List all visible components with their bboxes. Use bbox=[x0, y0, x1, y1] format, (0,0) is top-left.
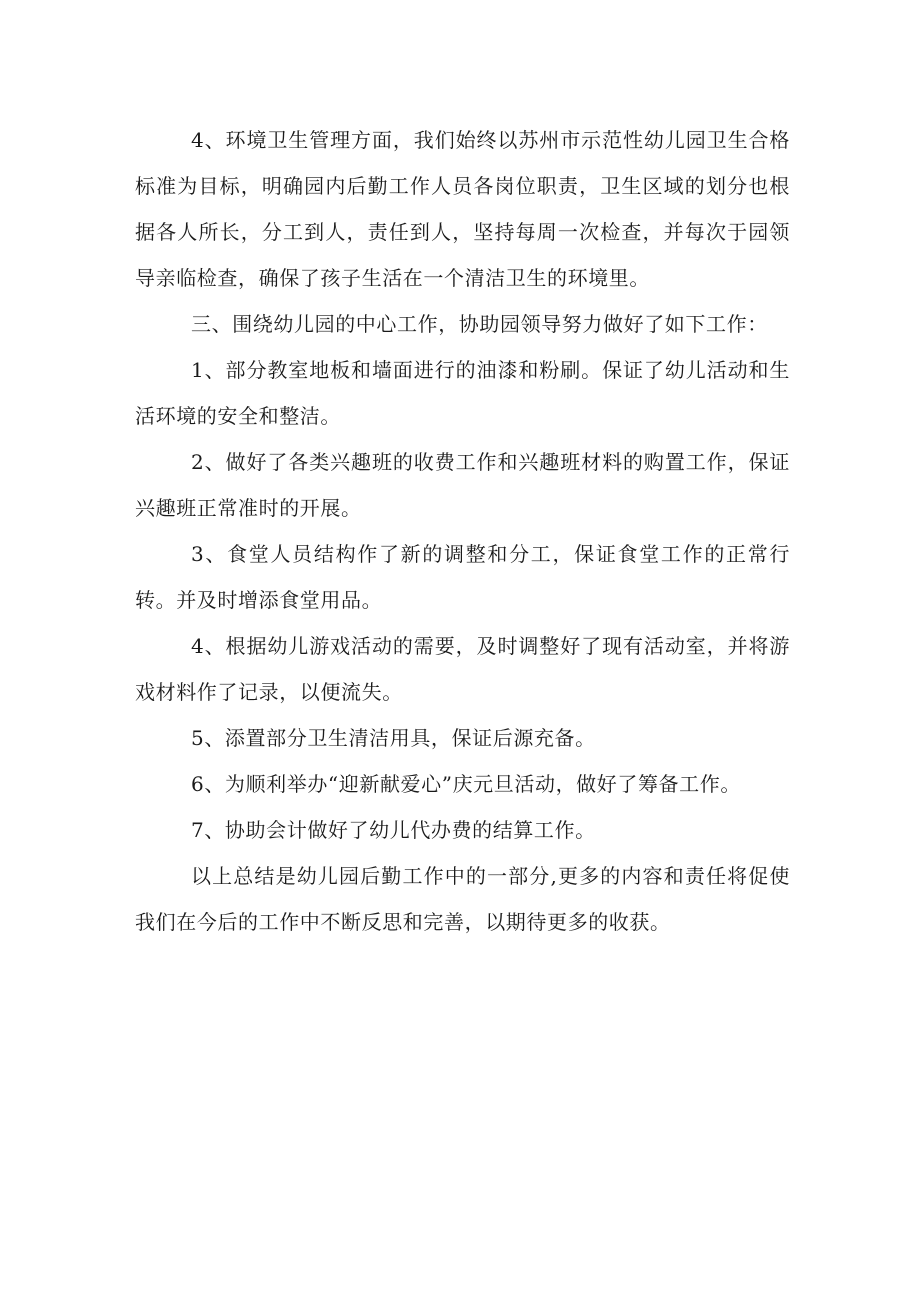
paragraph-hygiene-management: 4、环境卫生管理方面，我们始终以苏州市示范性幼儿园卫生合格标准为目标，明确园内后勤工作人员各岗位职责，卫生区域的划分也根据各人所长，分工到人，责任到人，坚持每周一次检查，并每次于园领导亲临检查，确保了孩子生活在一个清洁卫生的环境里。 bbox=[135, 128, 790, 290]
paragraph-item-3: 3、食堂人员结构作了新的调整和分工，保证食堂工作的正常行转。并及时增添食堂用品。 bbox=[135, 542, 790, 612]
paragraph-item-5: 5、添置部分卫生清洁用具，保证后源充备。 bbox=[191, 726, 596, 750]
document-body bbox=[135, 117, 790, 945]
paragraph-item-6: 6、为顺利举办“迎新献爱心”庆元旦活动，做好了筹备工作。 bbox=[191, 772, 741, 796]
paragraph-conclusion: 以上总结是幼儿园后勤工作中的一部分,更多的内容和责任将促使我们在今后的工作中不断反思和完善，以期待更多的收获。 bbox=[135, 864, 790, 934]
paragraph-item-7: 7、协助会计做好了幼儿代办费的结算工作。 bbox=[191, 818, 596, 842]
paragraph-section-three-heading: 三、围绕幼儿园的中心工作，协助园领导努力做好了如下工作： bbox=[191, 312, 768, 336]
paragraph-item-4: 4、根据幼儿游戏活动的需要，及时调整好了现有活动室，并将游戏材料作了记录，以便流失。 bbox=[135, 634, 790, 704]
paragraph-item-1: 1、部分教室地板和墙面进行的油漆和粉刷。保证了幼儿活动和生活环境的安全和整洁。 bbox=[135, 358, 790, 428]
paragraph-item-2: 2、做好了各类兴趣班的收费工作和兴趣班材料的购置工作，保证兴趣班正常准时的开展。 bbox=[135, 450, 790, 520]
